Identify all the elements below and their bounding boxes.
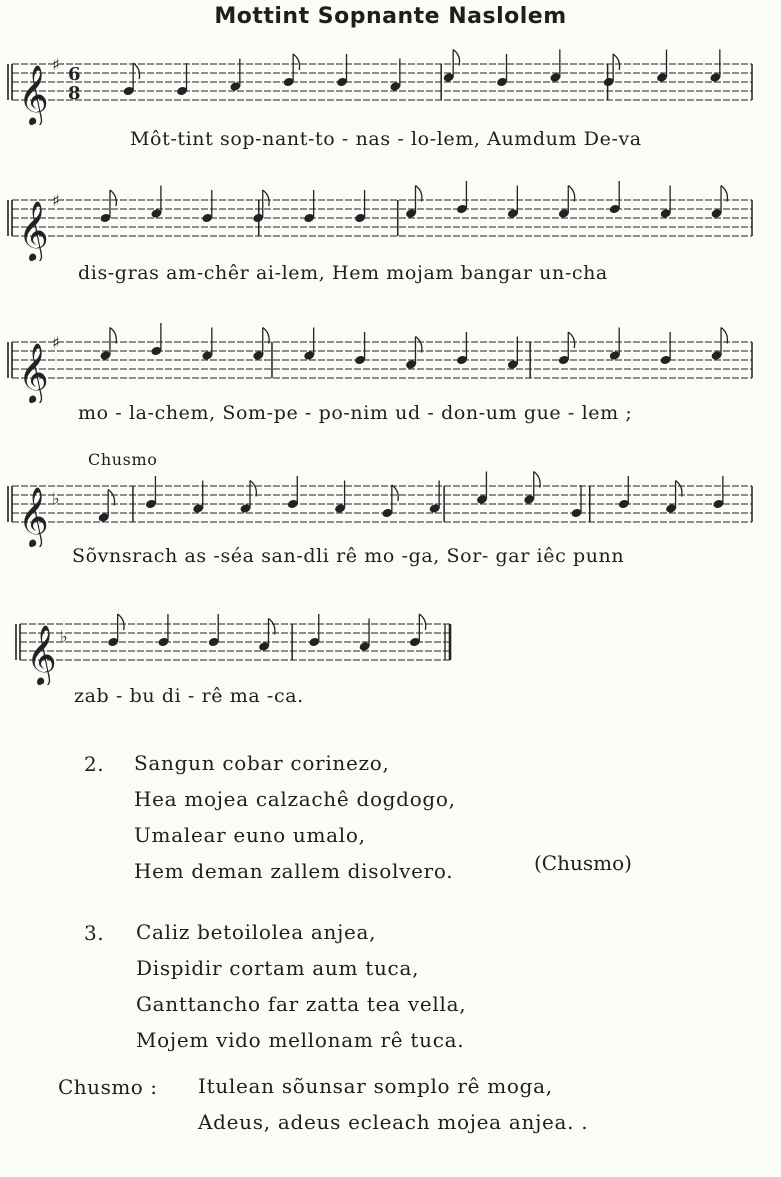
staff-2-svg [0,176,781,261]
lyrics-line-4: Sõvnsrach as -séa san-dli rê mo -ga, Sor- gar iêc punn [72,545,625,567]
note-flag [416,186,422,202]
verse-line: Ganttancho far zatta tea vella, [136,992,467,1016]
note-flag [269,619,275,635]
note-flag [263,328,269,344]
note-flag [419,614,425,630]
music-staff-3 [0,318,781,403]
lyrics-line-1: Môt-tint sop-nant-to - nas - lo-lem, Aumdum De-va [130,128,642,150]
refrain-marker: (Chusmo) [534,851,632,875]
verse-number: 3. [84,921,105,945]
note-flag [721,186,727,202]
staff-3-svg [0,318,781,403]
song-title: Mottint Sopnante Naslolem [214,4,567,29]
note-flag [416,337,422,353]
note-flag [110,190,116,206]
chorus-label: Chusmo : [58,1075,158,1099]
time-signature-top: 6 [68,64,81,85]
sharp-icon: ♯ [52,333,60,352]
time-signature-bottom: 8 [68,83,81,104]
verse-line: Caliz betoilolea anjea, [136,920,377,944]
flat-icon: ♭ [52,489,60,508]
treble-clef-icon: 𝄞 [18,201,49,261]
lyrics-line-5: zab - bu di - rê ma -ca. [74,685,304,707]
note-flag [110,328,116,344]
music-staff-1 [0,40,781,125]
note-flag [721,328,727,344]
chorus-label-music: Chusmo [88,450,158,469]
staff-1-svg [0,40,781,125]
note-flag [108,490,114,506]
staff-4-svg [0,462,781,547]
verse-line: Hea mojea calzachê dogdogo, [134,787,456,811]
note-flag [534,472,540,488]
chorus-text [198,1068,588,1140]
music-staff-4 [0,462,781,547]
note-flag [250,481,256,497]
treble-clef-icon: 𝄞 [26,625,57,685]
lyrics-line-3: mo - la-chem, Som-pe - po-nim ud - don-um gue - lem ; [78,402,633,424]
note-flag [676,481,682,497]
music-staff-2 [0,176,781,261]
note-flag [133,63,139,79]
note-flag [568,186,574,202]
verse-line: Hem deman zallem disolvero. [134,859,454,883]
sharp-icon: ♯ [52,55,60,74]
verse-line: Dispidir cortam aum tuca, [136,956,420,980]
note-flag [263,190,269,206]
lyrics-line-2: dis-gras am-chêr ai-lem, Hem mojam bangar un-cha [78,262,608,284]
verse-2 [134,745,456,889]
note-flag [613,54,619,70]
sharp-icon: ♯ [52,191,60,210]
verse-number: 2. [84,752,105,776]
note-flag [568,332,574,348]
note-flag [118,614,124,630]
treble-clef-icon: 𝄞 [18,487,49,547]
music-staff-5 [0,600,781,685]
treble-clef-icon: 𝄞 [18,65,49,125]
note-flag [453,50,459,66]
verse-line: Sangun cobar corinezo, [134,751,390,775]
note-flag [392,485,398,501]
staff-5-svg [0,600,781,685]
flat-icon: ♭ [60,627,68,646]
verse-line: Umalear euno umalo, [134,823,366,847]
verse-line: Mojem vido mellonam rê tuca. [136,1028,465,1052]
treble-clef-icon: 𝄞 [18,343,49,403]
note-flag [293,54,299,70]
chorus-line: Adeus, adeus ecleach mojea anjea. . [198,1110,589,1134]
verse-3 [136,914,466,1058]
chorus-line: Itulean sõunsar somplo rê moga, [198,1074,553,1098]
